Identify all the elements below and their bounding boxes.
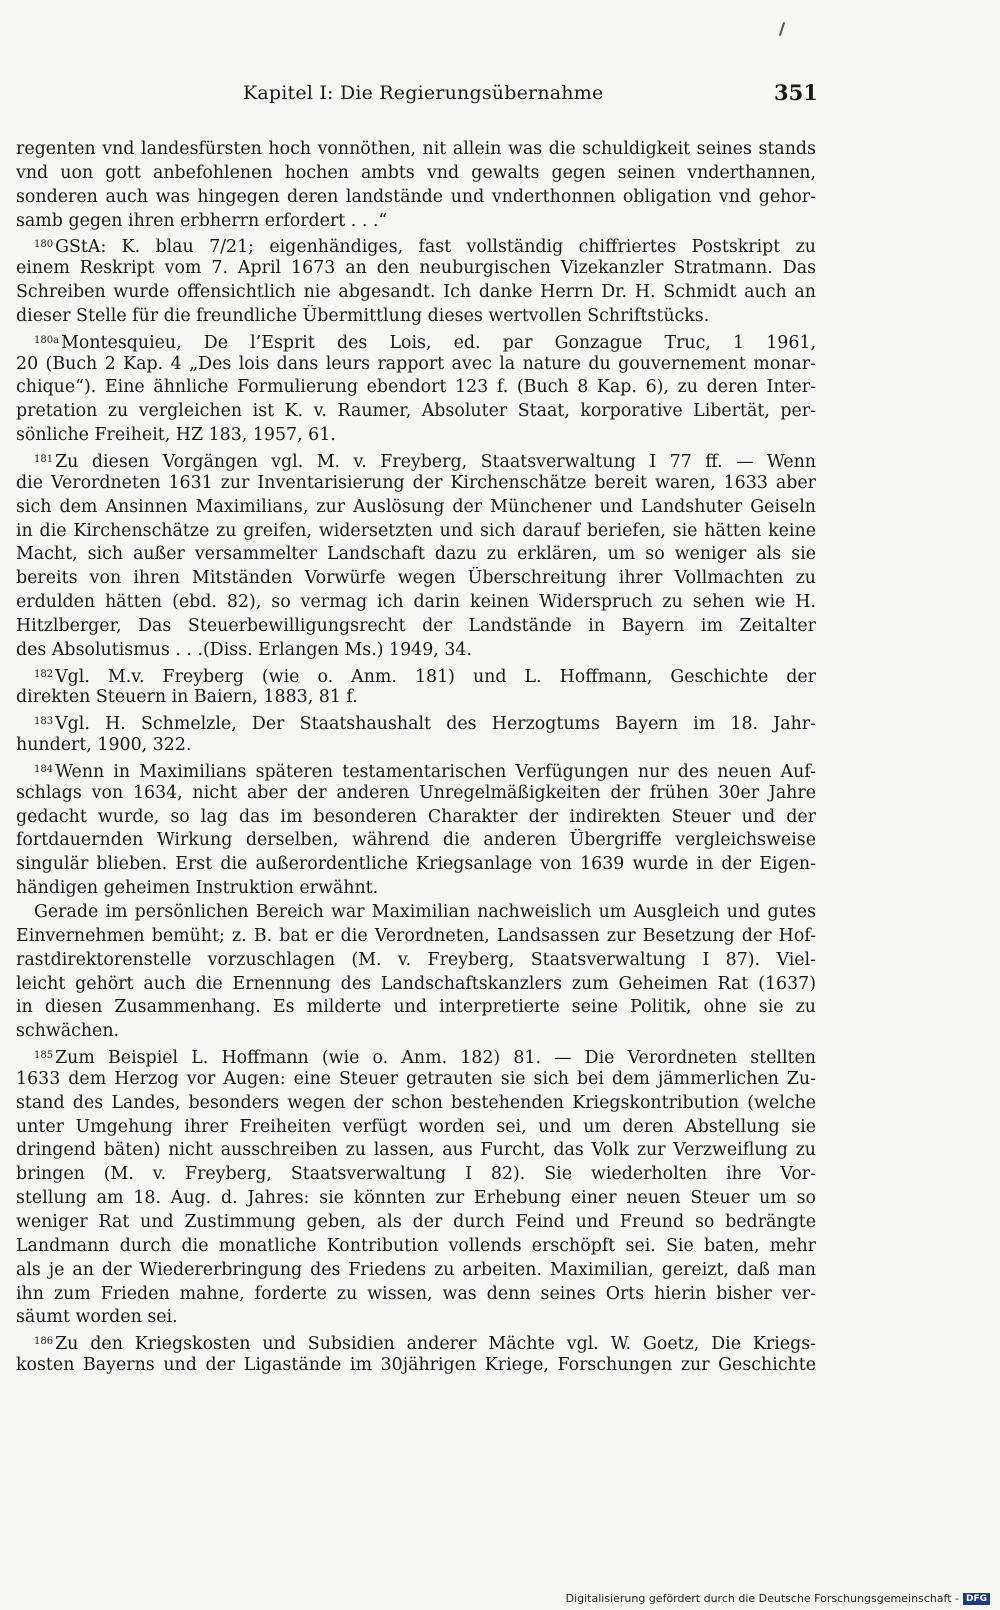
text-line bbox=[16, 1020, 816, 1044]
text-line bbox=[16, 829, 816, 853]
text-line bbox=[16, 639, 816, 663]
text-line bbox=[16, 138, 816, 162]
text-line bbox=[16, 353, 816, 377]
text-line bbox=[16, 1306, 816, 1330]
text-line bbox=[16, 615, 816, 639]
line-text: rastdirektorenstelle vorzuschlagen (M. v. Freyberg, Staatsverwaltung I 87). Viel- bbox=[16, 949, 816, 970]
text-line bbox=[16, 186, 816, 210]
page-number: 351 bbox=[774, 80, 818, 105]
line-text: die Verordneten 1631 zur Inventarisierung der Kirchenschätze bereit waren, 1633 aber bbox=[16, 472, 816, 493]
text-line bbox=[16, 1235, 816, 1259]
line-text: fortdauernden Wirkung derselben, während die anderen Übergriffe vergleichsweise bbox=[16, 830, 816, 851]
line-text: sönliche Freiheit, HZ 183, 1957, 61. bbox=[16, 425, 336, 446]
text-line bbox=[16, 424, 816, 448]
line-text: stand des Landes, besonders wegen der schon bestehenden Kriegskontribution (welche bbox=[16, 1092, 816, 1113]
footnote-number: 180 bbox=[34, 239, 54, 251]
running-head: Kapitel I: Die Regierungsübernahme bbox=[243, 82, 604, 104]
text-line bbox=[16, 1259, 816, 1283]
footnote-number: 183 bbox=[34, 716, 54, 728]
text-line bbox=[16, 782, 816, 806]
text-line bbox=[16, 1211, 816, 1235]
line-text: bereits von ihren Mitständen Vorwürfe wegen Überschreitung ihrer Vollmachten zu bbox=[16, 568, 816, 589]
footnote-number: 184 bbox=[34, 763, 54, 775]
line-text: hundert, 1900, 322. bbox=[16, 735, 192, 756]
footnote-number: 185 bbox=[34, 1050, 54, 1062]
digitization-credit bbox=[566, 1592, 990, 1605]
text-line bbox=[16, 520, 816, 544]
footnotes-text bbox=[16, 138, 816, 1378]
line-text: als je an der Wiedererbringung des Friedens zu arbeiten. Maximilian, gereizt, daß man bbox=[16, 1259, 816, 1280]
footnote-line bbox=[16, 1330, 816, 1354]
line-text: Vgl. H. Schmelzle, Der Staatshaushalt des Herzogtums Bayern im 18. Jahr- bbox=[55, 714, 816, 735]
dfg-logo: DFG bbox=[963, 1593, 990, 1605]
text-line bbox=[16, 305, 816, 329]
text-line bbox=[16, 210, 816, 234]
line-text: Einvernehmen bemüht; z. B. bat er die Verordneten, Landsassen zur Besetzung der Hof- bbox=[16, 925, 816, 946]
line-text: ihn zum Frieden mahne, forderte zu wissen, was denn seines Orts hierin bisher ver- bbox=[16, 1283, 816, 1304]
text-line bbox=[16, 257, 816, 281]
footnote-number: 180a bbox=[34, 334, 60, 346]
line-text: 20 (Buch 2 Kap. 4 „Des lois dans leurs rapport avec la nature du gouvernement monar- bbox=[16, 353, 816, 374]
line-text: Zum Beispiel L. Hoffmann (wie o. Anm. 182) 81. — Die Verordneten stellten bbox=[55, 1048, 816, 1068]
line-text: sich dem Ansinnen Maximilians, zur Auslösung der Münchener und Landshuter Geiseln bbox=[16, 496, 816, 517]
line-text: direkten Steuern in Baiern, 1883, 81 f. bbox=[16, 687, 358, 708]
page-header bbox=[0, 82, 1000, 112]
line-text: händigen geheimen Instruktion erwähnt. bbox=[16, 878, 379, 899]
line-text: weniger Rat und Zustimmung geben, als der durch Feind und Freund so bedrängte bbox=[16, 1211, 816, 1232]
text-line bbox=[16, 1354, 816, 1378]
line-text: erdulden hätten (ebd. 82), so vermag ich darin keinen Widerspruch zu sehen wie H. bbox=[16, 592, 816, 613]
text-line bbox=[16, 1283, 816, 1307]
line-text: kosten Bayerns und der Ligastände im 30jährigen Kriege, Forschungen zur Geschichte bbox=[16, 1355, 816, 1376]
line-text: einem Reskript vom 7. April 1673 an den neuburgischen Vizekanzler Stratmann. Das bbox=[16, 258, 816, 279]
text-line bbox=[16, 925, 816, 949]
line-text: pretation zu vergleichen ist K. v. Raumer, Absoluter Staat, korporative Libertät, per- bbox=[16, 401, 816, 422]
text-line bbox=[16, 496, 816, 520]
line-text: Wenn in Maximilians späteren testamentarischen Verfügungen nur des neuen Auf- bbox=[55, 761, 816, 782]
footnote-line bbox=[16, 448, 816, 472]
text-line bbox=[16, 734, 816, 758]
line-text: 1633 dem Herzog vor Augen: eine Steuer getrauten sie sich bei dem jämmerlichen Zu- bbox=[16, 1068, 816, 1089]
line-text: singulär blieben. Erst die außerordentliche Kriegsanlage von 1639 wurde in der Eigen- bbox=[16, 854, 816, 875]
line-text: dringend bäten) nicht ausschreiben zu lassen, aus Furcht, das Volk zur Verzweiflung zu bbox=[16, 1140, 816, 1161]
scan-mark bbox=[779, 22, 785, 36]
line-text: in die Kirchenschätze zu greifen, widersetzten und sich darauf beriefen, sie hätten keine bbox=[16, 520, 816, 541]
text-line bbox=[16, 567, 816, 591]
text-line bbox=[16, 686, 816, 710]
line-text: säumt worden sei. bbox=[16, 1307, 178, 1328]
line-text: schwächen. bbox=[16, 1021, 120, 1042]
line-text: vnd uon gott anbefohlenen hochen ambts vnd gewalts gegen seinen vnderthannen, bbox=[16, 162, 816, 183]
text-line bbox=[16, 806, 816, 830]
footnote-number: 186 bbox=[34, 1336, 54, 1348]
text-line bbox=[16, 1187, 816, 1211]
footnote-number: 181 bbox=[34, 453, 54, 465]
text-line bbox=[16, 853, 816, 877]
line-text: Zu den Kriegskosten und Subsidien anderer Mächte vgl. W. Goetz, Die Kriegs- bbox=[55, 1334, 816, 1355]
footnote-line bbox=[16, 663, 816, 687]
text-line bbox=[16, 1139, 816, 1163]
line-text: samb gegen ihren erbherrn erfordert . . .“ bbox=[16, 210, 388, 231]
line-text: Zu diesen Vorgängen vgl. M. v. Freyberg, Staatsverwaltung I 77 ff. — Wenn bbox=[55, 451, 816, 472]
line-text: des Absolutismus . . .(Diss. Erlangen Ms.) 1949, 34. bbox=[16, 639, 473, 660]
text-line bbox=[16, 400, 816, 424]
line-text: Vgl. M.v. Freyberg (wie o. Anm. 181) und L. Hoffmann, Geschichte der bbox=[55, 666, 816, 687]
text-line bbox=[16, 162, 816, 186]
text-line bbox=[16, 1163, 816, 1187]
line-text: GStA: K. blau 7/21; eigenhändiges, fast vollständig chiffriertes Postskript zu bbox=[55, 237, 816, 258]
line-text: Gerade im persönlichen Bereich war Maximilian nachweislich um Ausgleich und gutes bbox=[34, 902, 816, 922]
line-text: Schreiben wurde offensichtlich nie abgesandt. Ich danke Herrn Dr. H. Schmidt auch an bbox=[16, 282, 816, 303]
line-text: Landmann durch die monatliche Kontribution vollends erschöpft sei. Sie baten, mehr bbox=[16, 1235, 816, 1256]
line-text: stellung am 18. Aug. d. Jahres: sie könnten zur Erhebung einer neuen Steuer um so bbox=[16, 1188, 816, 1209]
line-text: Hitzlberger, Das Steuerbewilligungsrecht der Landstände in Bayern im Zeitalter bbox=[16, 615, 816, 636]
text-line bbox=[16, 1068, 816, 1092]
text-line bbox=[16, 1092, 816, 1116]
text-line bbox=[16, 973, 816, 997]
footnote-line bbox=[16, 758, 816, 782]
text-line bbox=[16, 901, 816, 925]
footnote-line bbox=[16, 329, 816, 353]
text-line bbox=[16, 996, 816, 1020]
line-text: leicht gehört auch die Ernennung des Landschaftskanzlers zum Geheimen Rat (1637) bbox=[16, 973, 816, 994]
text-line bbox=[16, 472, 816, 496]
line-text: Macht, sich außer versammelter Landschaft dazu zu erklären, um so weniger als sie bbox=[16, 544, 816, 565]
line-text: schlags von 1634, nicht aber der anderen Unregelmäßigkeiten der frühen 30er Jahre bbox=[16, 782, 816, 803]
footnote-line bbox=[16, 710, 816, 734]
text-line bbox=[16, 543, 816, 567]
text-line bbox=[16, 1116, 816, 1140]
footnote-line bbox=[16, 233, 816, 257]
line-text: regenten vnd landesfürsten hoch vonnöthen, nit allein was die schuldigkeit seines stands bbox=[16, 139, 816, 159]
line-text: in diesen Zusammenhang. Es milderte und interpretierte seine Politik, ohne sie zu bbox=[16, 997, 816, 1018]
line-text: sonderen auch was hingegen deren landstände und vnderthonnen obligation vnd gehor- bbox=[16, 186, 816, 207]
text-line bbox=[16, 877, 816, 901]
line-text: chique“). Eine ähnliche Formulierung ebendort 123 f. (Buch 8 Kap. 6), zu deren Inter- bbox=[16, 377, 816, 398]
credit-text: Digitalisierung gefördert durch die Deutsche Forschungsgemeinschaft - bbox=[565, 1592, 959, 1605]
line-text: dieser Stelle für die freundliche Übermittlung dieses wertvollen Schriftstücks. bbox=[16, 305, 710, 326]
line-text: unter Umgehung ihrer Freiheiten verfügt worden sei, und um deren Abstellung sie bbox=[16, 1116, 816, 1137]
line-text: gedacht wurde, so lag das im besonderen Charakter der indirekten Steuer und der bbox=[16, 806, 816, 827]
text-line bbox=[16, 591, 816, 615]
text-line bbox=[16, 376, 816, 400]
footnote-line bbox=[16, 1044, 816, 1068]
line-text: bringen (M. v. Freyberg, Staatsverwaltung I 82). Sie wiederholten ihre Vor- bbox=[16, 1164, 816, 1185]
text-line bbox=[16, 949, 816, 973]
text-line bbox=[16, 281, 816, 305]
footnote-number: 182 bbox=[34, 668, 54, 680]
line-text: Montesquieu, De l’Esprit des Lois, ed. par Gonzague Truc, 1 1961, bbox=[61, 332, 816, 353]
